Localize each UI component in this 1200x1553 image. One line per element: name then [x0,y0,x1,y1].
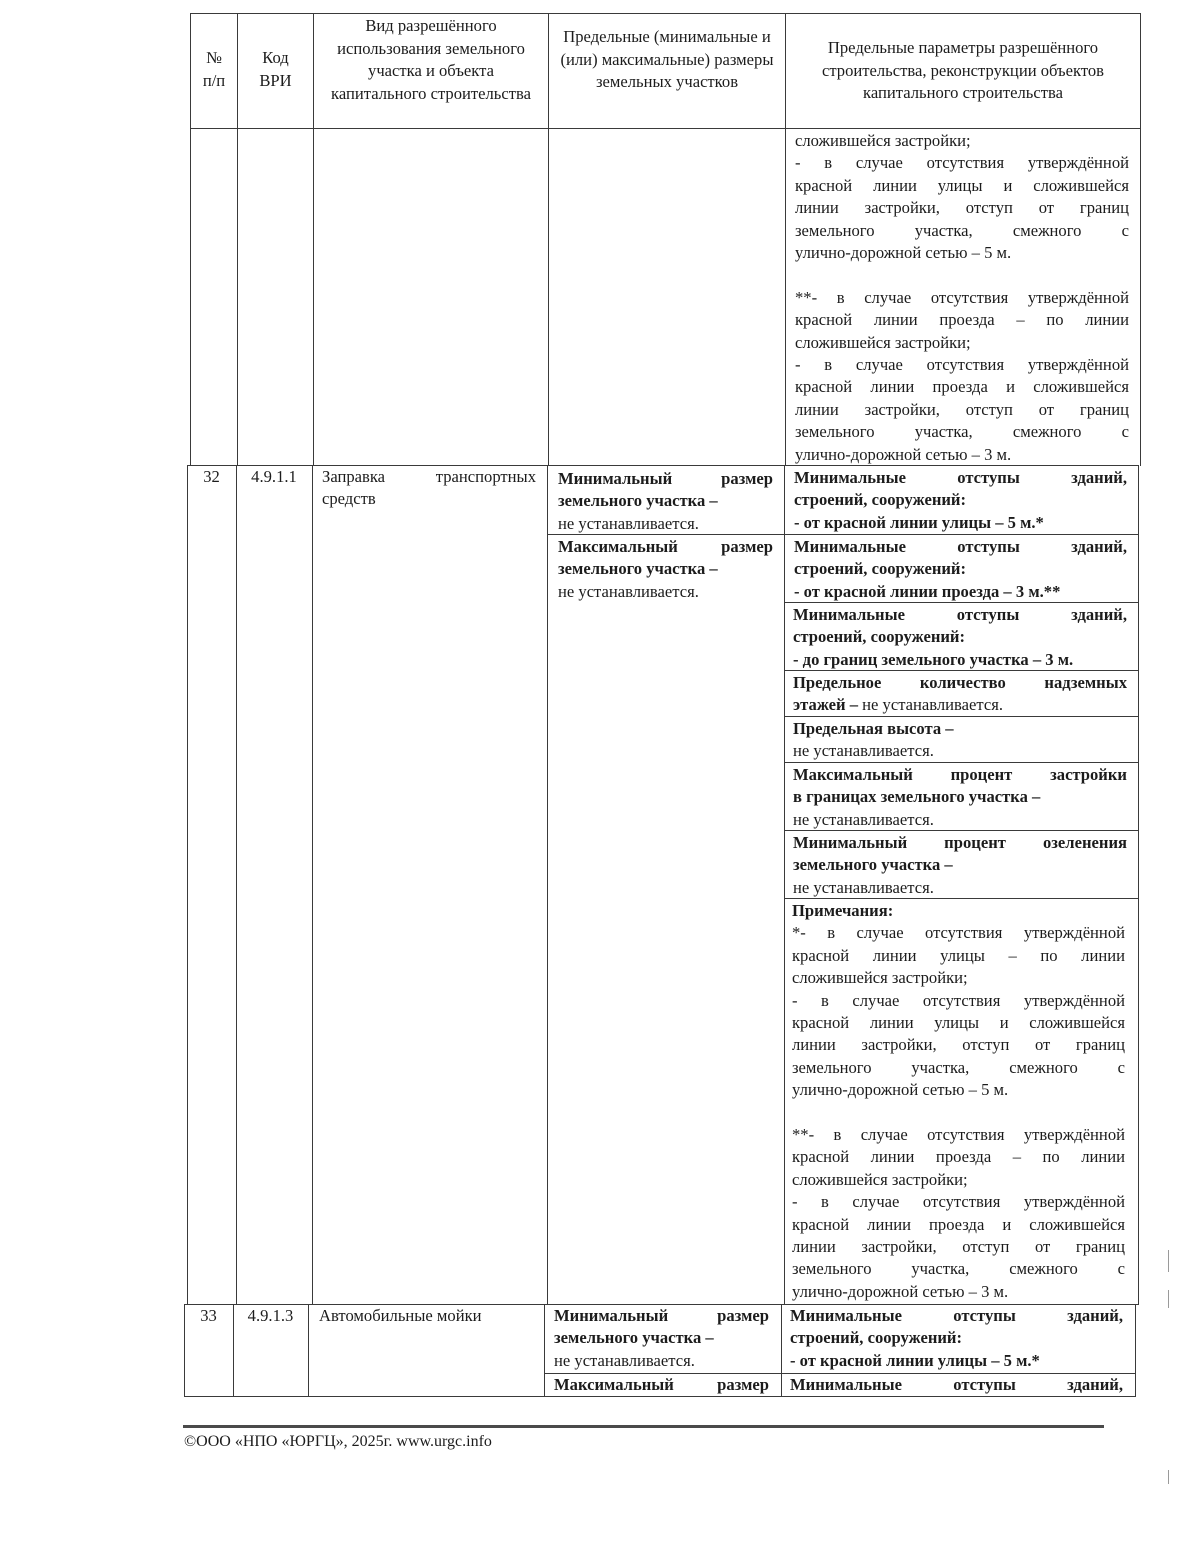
header-construction-params: Предельные параметры разрешённого строительства, реконструкции объектов капитального строительства [821,38,1105,103]
column-separator [781,1304,782,1397]
row-33-setback-street: Минимальные отступы зданий, строений, сооружений: - от красной линии улицы – 5 м.* [790,1306,1123,1370]
scan-margin-mark [1168,1250,1169,1272]
row-32-code: 4.9.1.1 [251,467,297,486]
column-separator [548,13,549,466]
row-32-height-limit: Предельная высота – не устанавливается. [793,719,954,761]
table-border-right [1138,465,1139,1305]
row-32-use-name: Заправка транспортных средств [322,467,536,509]
header-bottom-border [190,128,1141,129]
scan-margin-mark [1168,1470,1169,1484]
table-border-right [1135,1304,1136,1397]
header-code: Код ВРИ [259,48,292,90]
row-32-min-plot-size: Минимальный размер земельного участка – не устанавливается. [558,469,773,533]
column-separator [785,13,786,466]
row-32-setback-street: Минимальные отступы зданий, строений, сооружений: - от красной линии улицы – 5 м.* [794,468,1127,532]
column-separator [547,465,548,1305]
scan-margin-mark [1168,1290,1169,1308]
column-separator [312,465,313,1305]
row-33-use-name: Автомобильные мойки [319,1306,482,1325]
continuation-notes: сложившейся застройки; - в случае отсутствия утверждённой красной линии улицы и сложившейся линии застройки, отступ от границ земельного участка, смежного с улично-дорожной сетью – 5 м. **- в случае отсутствия утверждённой красной линии проезда – по линии сложившейся застройки; - в случае отсутствия утверждённой красной линии проезда и сложившейся линии застройки, отступ от границ земельного участка, смежного с улично-дорожной сетью – 3 м. [795,131,1129,464]
header-land-plot-sizes: Предельные (минимальные и (или) максимальные) размеры земельных участков [560,27,774,92]
row-33-code: 4.9.1.3 [247,1306,294,1325]
footer-rule [183,1425,1104,1428]
column-separator [308,1304,309,1397]
row-32-max-coverage: Максимальный процент застройки в границах земельного участка – не устанавливается. [793,765,1127,829]
row-32-setback-plot-border: Минимальные отступы зданий, строений, сооружений: - до границ земельного участка – 3 м. [793,605,1127,669]
row-32-notes: Примечания: *- в случае отсутствия утверждённой красной линии улицы – по линии сложившейся застройки; - в случае отсутствия утверждённой красной линии улицы и сложившейся линии застройки, отступ от границ земельного участка, смежного с улично-дорожной сетью – 5 м. **- в случае отсутствия утверждённой красной линии проезда – по линии сложившейся застройки; - в случае отсутствия утверждённой красной линии проезда и сложившейся линии застройки, отступ от границ земельного участка, смежного с улично-дорожной сетью – 3 м. [792,901,1125,1301]
row-32-min-greening: Минимальный процент озеленения земельного участка – не устанавливается. [793,833,1127,897]
row-33-min-plot-size: Минимальный размер земельного участка – не устанавливается. [554,1306,769,1370]
footer-copyright: ©ООО «НПО «ЮРГЦ», 2025г. www.urgc.info [184,1433,492,1450]
column-separator [784,465,785,1305]
column-separator [544,1304,545,1397]
row-32-setback-driveway: Минимальные отступы зданий, строений, сооружений: - от красной линии проезда – 3 м.** [794,537,1127,601]
column-separator [313,13,314,466]
table-border-left [187,465,188,1305]
column-separator [236,465,237,1305]
row-33-setback-next: Минимальные отступы зданий, [790,1375,1123,1394]
row-32-max-plot-size: Максимальный размер земельного участка – не устанавливается. [558,537,773,601]
row-33-max-plot-size: Максимальный размер [554,1375,769,1394]
row-33-number: 33 [200,1306,217,1325]
header-permitted-use: Вид разрешённого использования земельного участка и объекта капитального строительства [331,16,531,103]
row-32-number: 32 [203,467,220,486]
header-num: № п/п [202,48,226,90]
table-top-border [190,13,1141,14]
row-32-floors-limit: Предельное количество надземных этажей – не устанавливается. [793,673,1127,715]
table-border-right [1140,13,1141,466]
